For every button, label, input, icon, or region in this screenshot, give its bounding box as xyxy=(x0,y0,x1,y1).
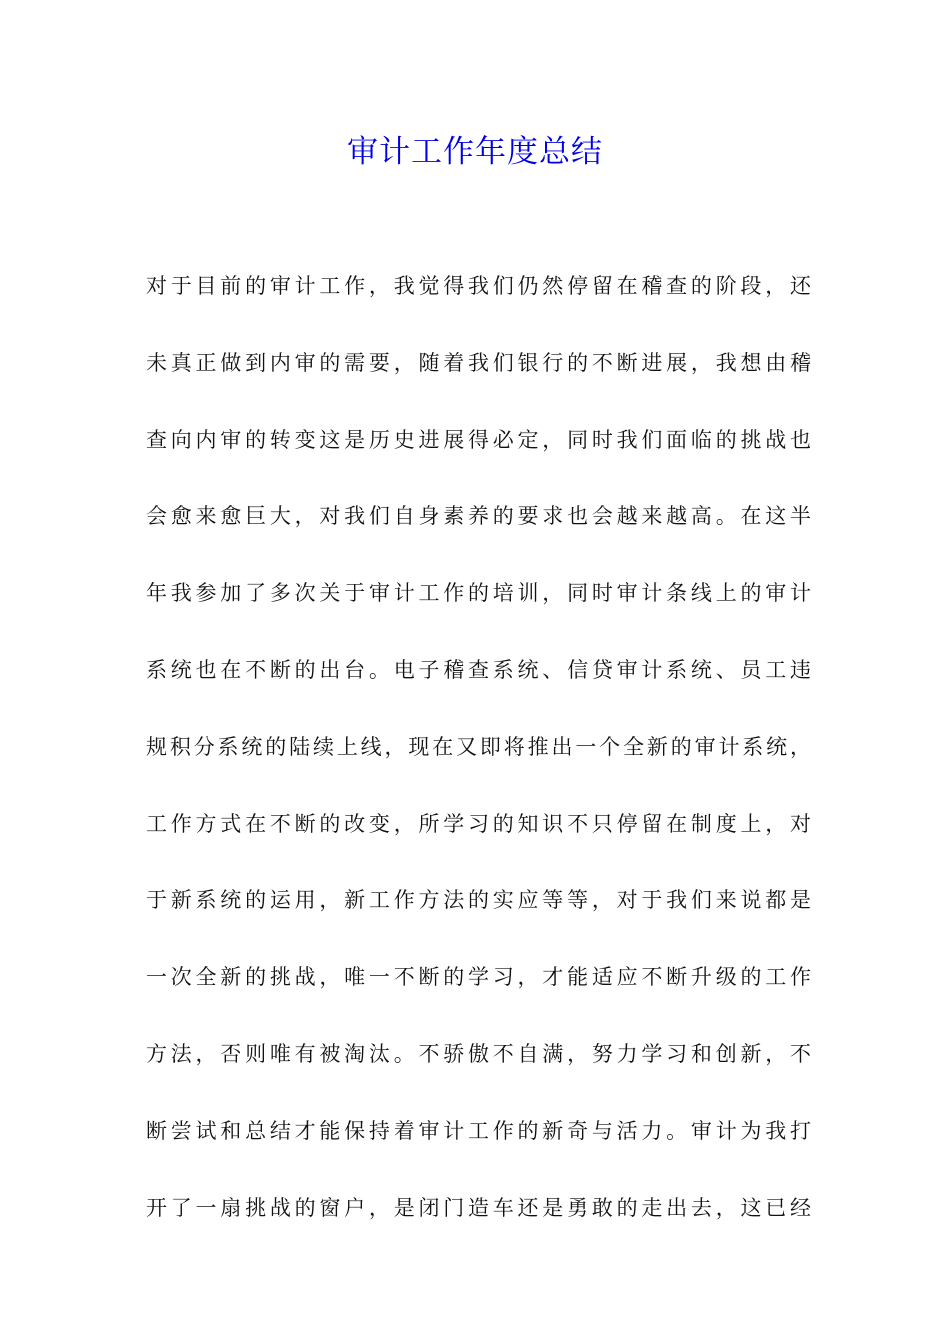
body-line: 会愈来愈巨大，对我们自身素养的要求也会越来越高。在这半 xyxy=(146,504,811,529)
body-line: 开了一扇挑战的窗户，是闭门造车还是勇敢的走出去，这已经 xyxy=(146,1195,811,1220)
body-line: 一次全新的挑战，唯一不断的学习，才能适应不断升级的工作 xyxy=(146,965,811,990)
body-line: 未真正做到内审的需要，随着我们银行的不断进展，我想由稽 xyxy=(146,350,811,375)
body-line: 年我参加了多次关于审计工作的培训，同时审计条线上的审计 xyxy=(146,581,811,606)
body-line: 断尝试和总结才能保持着审计工作的新奇与活力。审计为我打 xyxy=(146,1118,811,1143)
body-line: 工作方式在不断的改变，所学习的知识不只停留在制度上，对 xyxy=(146,811,811,836)
body-line: 查向内审的转变这是历史进展得必定，同时我们面临的挑战也 xyxy=(146,427,811,452)
document-body xyxy=(146,258,811,1256)
body-line: 规积分系统的陆续上线，现在又即将推出一个全新的审计系统， xyxy=(146,734,811,759)
body-line: 于新系统的运用，新工作方法的实应等等，对于我们来说都是 xyxy=(146,888,811,913)
body-line: 对于目前的审计工作，我觉得我们仍然停留在稽查的阶段，还 xyxy=(146,274,811,298)
body-line: 系统也在不断的出台。电子稽查系统、信贷审计系统、员工违 xyxy=(146,657,811,682)
body-line: 方法，否则唯有被淘汰。不骄傲不自满，努力学习和创新，不 xyxy=(146,1041,811,1066)
document-title: 审计工作年度总结 xyxy=(347,134,603,170)
